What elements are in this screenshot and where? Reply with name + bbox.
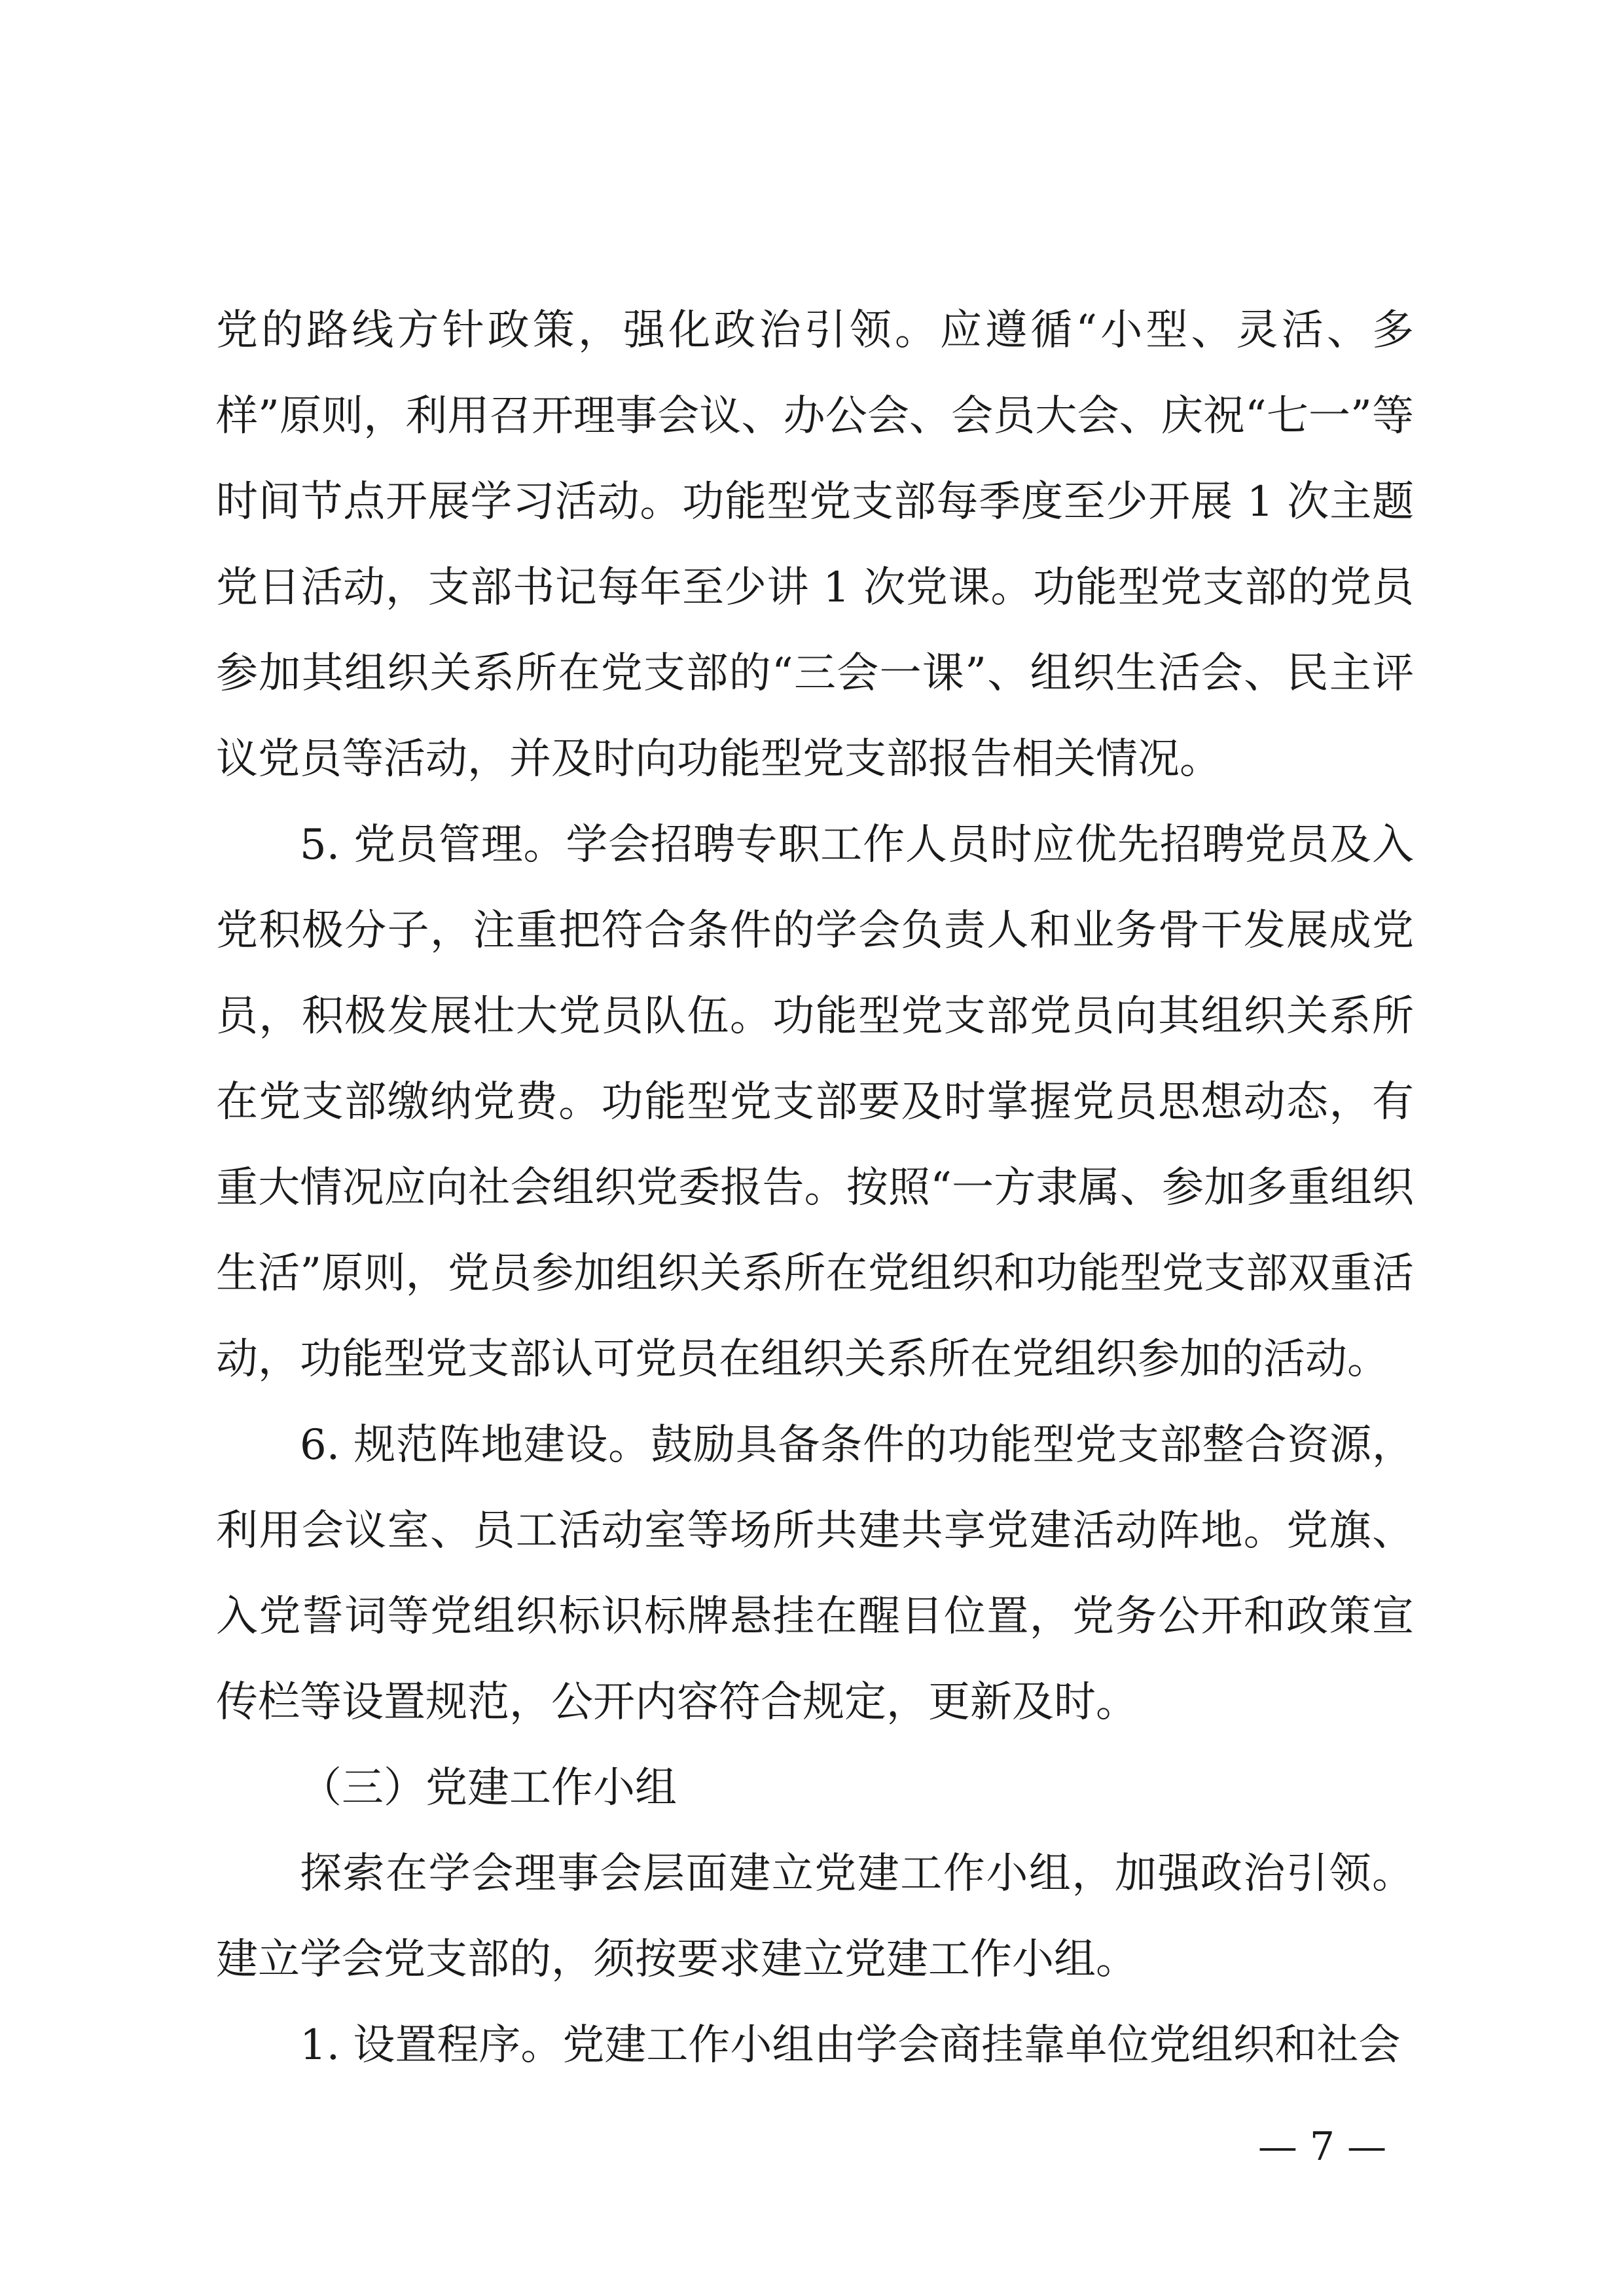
page-number: — 7 — (1257, 2124, 1387, 2170)
paragraph-group-intro: 探索在学会理事会层面建立党建工作小组，加强政治引领。建立学会党支部的，须按要求建立党建工作小组。 (216, 1850, 1414, 1984)
section-heading-party-building-group: （三）党建工作小组 (300, 1764, 677, 1812)
document-body (216, 288, 1414, 2089)
paragraph-continuation: 党的路线方针政策，强化政治引领。应遵循“小型、灵活、多样”原则，利用召开理事会议、办公会、会员大会、庆祝“七一”等时间节点开展学习活动。功能型党支部每季度至少开展 1 次主题党日活动，支部书记每年至少讲 1 次党课。功能型党支部的党员参加其组织关系所在党支部的“三会一课”、组织生活会、民主评议党员等活动，并及时向功能型党支部报告相关情况。 (216, 306, 1414, 783)
paragraph-party-member-management: 5. 党员管理。学会招聘专职工作人员时应优先招聘党员及入党积极分子，注重把符合条件的学会负责人和业务骨干发展成党员，积极发展壮大党员队伍。功能型党支部党员向其组织关系所在党支部缴纳党费。功能型党支部要及时掌握党员思想动态，有重大情况应向社会组织党委报告。按照“一方隶属、参加多重组织生活”原则，党员参加组织关系所在党组织和功能型党支部双重活动，功能型党支部认可党员在组织关系所在党组织参加的活动。 (216, 821, 1414, 1384)
paragraph-setup-procedure: 1. 设置程序。党建工作小组由学会商挂靠单位党组织和社会 (300, 2021, 1401, 2070)
paragraph-position-building: 6. 规范阵地建设。鼓励具备条件的功能型党支部整合资源，利用会议室、员工活动室等场所共建共享党建活动阵地。党旗、入党誓词等党组织标识标牌悬挂在醒目位置，党务公开和政策宣传栏等设置规范，公开内容符合规定，更新及时。 (216, 1421, 1414, 1727)
